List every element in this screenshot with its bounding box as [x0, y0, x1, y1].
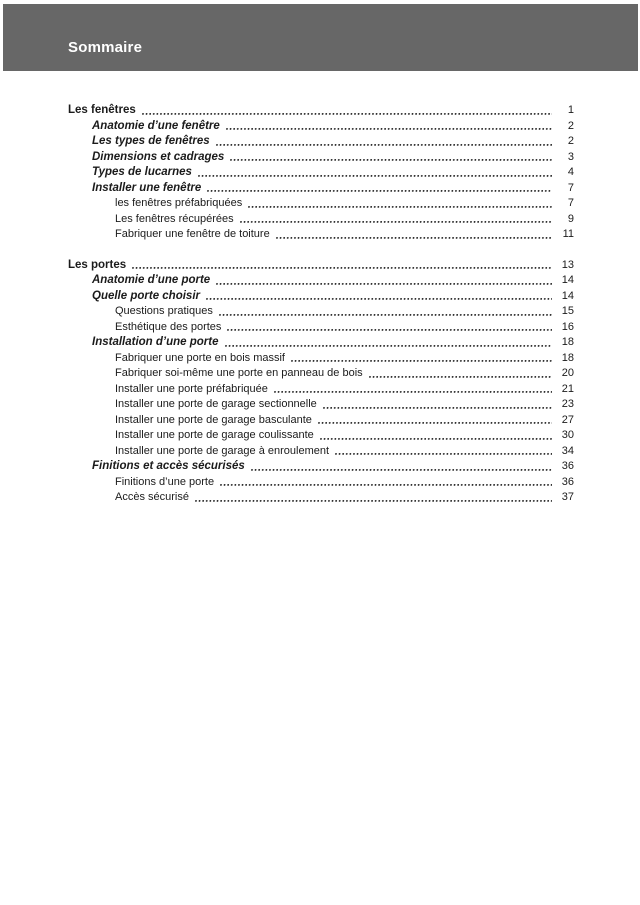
toc-page-number: 36 — [561, 460, 574, 472]
dotted-leader — [274, 382, 552, 398]
toc-row — [68, 413, 574, 429]
dotted-leader — [276, 227, 552, 243]
toc-page-number: 2 — [567, 135, 574, 147]
dotted-leader — [216, 134, 552, 150]
toc-page-number: 15 — [561, 305, 574, 317]
toc-entry-label: Finitions d’une porte — [115, 475, 215, 488]
toc-row — [68, 196, 574, 212]
toc-page-number: 27 — [561, 413, 574, 426]
toc-page-number: 13 — [561, 258, 574, 271]
toc-entry-label: Les portes — [68, 258, 127, 271]
toc-row — [68, 459, 574, 475]
toc-section — [68, 103, 574, 243]
toc-entry-label: les fenêtres préfabriquées — [115, 197, 243, 209]
toc-page-number: 34 — [561, 444, 574, 457]
toc-page-number: 11 — [562, 228, 574, 240]
toc-page-number: 7 — [567, 181, 574, 194]
header-bar — [3, 4, 638, 71]
toc-entry-label: Les fenêtres — [68, 104, 136, 116]
toc-page-number: 37 — [561, 491, 574, 503]
dotted-leader — [291, 351, 552, 367]
toc-row — [68, 320, 574, 336]
toc-entry-label: Installer une porte de garage sectionnelle — [115, 398, 317, 410]
toc-row — [68, 134, 574, 150]
dotted-leader — [240, 212, 552, 228]
toc-row — [68, 258, 574, 274]
dotted-leader — [227, 320, 552, 336]
toc-row — [68, 351, 574, 367]
toc-page-number: 21 — [561, 382, 574, 395]
dotted-leader — [230, 150, 552, 166]
toc-row — [68, 150, 574, 166]
toc-entry-label: Finitions et accès sécurisés — [92, 460, 245, 472]
toc-entry-label: Les fenêtres récupérées — [115, 212, 234, 225]
toc-row — [68, 490, 574, 506]
dotted-leader — [142, 103, 552, 119]
toc-entry-label: Installation d’une porte — [92, 336, 219, 348]
toc-page-number: 4 — [567, 166, 574, 178]
toc-row — [68, 382, 574, 398]
dotted-leader — [320, 428, 552, 444]
dotted-leader — [226, 119, 552, 135]
toc-entry-label: Esthétique des portes — [115, 320, 222, 333]
toc-page-number: 18 — [561, 336, 574, 348]
toc-page-number: 20 — [561, 367, 574, 379]
toc-entry-label: Installer une porte de garage basculante — [115, 413, 312, 426]
dotted-leader — [251, 459, 552, 475]
toc-page-number: 18 — [561, 351, 574, 364]
toc-row — [68, 227, 574, 243]
toc-entry-label: Questions pratiques — [115, 305, 213, 317]
toc-page-number: 2 — [567, 119, 574, 132]
toc-section — [68, 258, 574, 506]
toc-row — [68, 428, 574, 444]
dotted-leader — [248, 196, 552, 212]
toc-page-number: 23 — [561, 398, 574, 410]
dotted-leader — [220, 475, 552, 491]
toc-entry-label: Anatomie d’une porte — [92, 274, 211, 286]
dotted-leader — [206, 289, 552, 305]
toc-row — [68, 165, 574, 181]
dotted-leader — [216, 273, 552, 289]
toc-page-number: 7 — [567, 197, 574, 209]
toc-page-number: 14 — [561, 274, 574, 286]
toc-row — [68, 181, 574, 197]
toc-entry-label: Fabriquer une fenêtre de toiture — [115, 228, 270, 240]
toc-row — [68, 366, 574, 382]
dotted-leader — [198, 165, 552, 181]
toc-row — [68, 289, 574, 305]
toc-page-number: 1 — [567, 104, 574, 116]
toc-row — [68, 119, 574, 135]
toc-entry-label: Installer une porte de garage à enroulement — [115, 444, 330, 457]
toc-row — [68, 444, 574, 460]
toc-entry-label: Installer une fenêtre — [92, 181, 202, 194]
toc-entry-label: Les types de fenêtres — [92, 135, 210, 147]
toc-entry-label: Fabriquer une porte en bois massif — [115, 351, 285, 364]
toc-entry-label: Dimensions et cadrages — [92, 150, 225, 163]
toc-entry-label: Fabriquer soi-même une porte en panneau de bois — [115, 367, 363, 379]
toc-page-number: 9 — [567, 212, 574, 225]
toc-page-number: 3 — [567, 150, 574, 163]
toc-row — [68, 397, 574, 413]
toc-row — [68, 273, 574, 289]
dotted-leader — [335, 444, 552, 460]
toc-page-number: 14 — [561, 289, 574, 302]
toc-row — [68, 212, 574, 228]
toc-row — [68, 304, 574, 320]
toc-page-number: 30 — [561, 429, 574, 441]
dotted-leader — [207, 181, 552, 197]
toc-entry-label: Installer une porte de garage coulissante — [115, 429, 314, 441]
dotted-leader — [132, 258, 552, 274]
toc-entry-label: Anatomie d’une fenêtre — [92, 119, 220, 132]
toc-page-number: 36 — [561, 475, 574, 488]
page-title: Sommaire — [68, 39, 143, 56]
toc-page-number: 16 — [561, 320, 574, 333]
dotted-leader — [369, 366, 552, 382]
toc-row — [68, 475, 574, 491]
toc-entry-label: Types de lucarnes — [92, 166, 192, 178]
toc-entry-label: Installer une porte préfabriquée — [115, 382, 268, 395]
dotted-leader — [225, 335, 552, 351]
toc-row — [68, 103, 574, 119]
toc-row — [68, 335, 574, 351]
dotted-leader — [318, 413, 552, 429]
toc-entry-label: Accès sécurisé — [115, 491, 189, 503]
dotted-leader — [219, 304, 552, 320]
toc-entry-label: Quelle porte choisir — [92, 289, 200, 302]
dotted-leader — [323, 397, 552, 413]
toc — [68, 103, 574, 506]
dotted-leader — [195, 490, 552, 506]
